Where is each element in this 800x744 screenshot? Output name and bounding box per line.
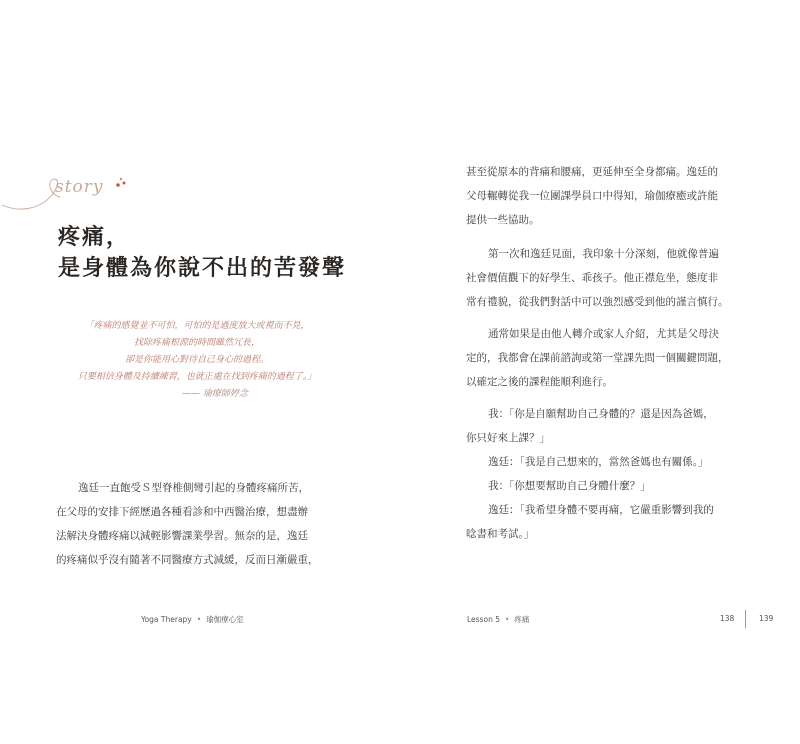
left-body-text <box>56 476 336 572</box>
dialogue-line: 你只好來上課？」 <box>466 432 550 444</box>
page-number-right: 139 <box>759 614 774 623</box>
paragraph-2 <box>466 242 756 314</box>
story-dot-3 <box>120 178 122 180</box>
body-line: 逸廷一直飽受Ｓ型脊椎側彎引起的身體疼痛所苦， <box>78 482 309 494</box>
footer-book-title: 瑜伽療心室 <box>206 615 244 624</box>
footer-book-name: Yoga Therapy <box>141 615 192 624</box>
paragraph-3 <box>466 322 756 394</box>
story-swash <box>2 179 60 209</box>
dialogue-line: 我：「你是自願幫助自己身體的？還是因為爸媽， <box>488 408 714 420</box>
story-dot-1 <box>116 183 120 187</box>
story-logo <box>0 165 160 215</box>
dialogue-line: 我：「你想要幫助自己身體什麼？」 <box>488 480 651 492</box>
body-line: 社會價值觀下的好學生、乖孩子。他正襟危坐，態度非 <box>466 272 718 284</box>
dialogue <box>466 402 756 546</box>
right-page <box>400 0 800 744</box>
footer-lesson-title: 疼痛 <box>514 615 530 624</box>
body-line: 的疼痛似乎沒有隨著不同醫療方式減緩，反而日漸嚴重， <box>56 554 319 566</box>
pull-quote <box>52 318 342 403</box>
dialogue-line: 逸廷：「我希望身體不要再痛，它嚴重影響到我的 <box>488 504 714 516</box>
quote-line: 卻是你能用心對待自己身心的過程。 <box>124 355 269 365</box>
title-line-2: 是身體為你說不出的苦發聲 <box>58 256 347 281</box>
story-dot-2 <box>123 182 126 185</box>
body-line: 定的，我都會在課前諮詢或第一堂課先問一個關鍵問題， <box>466 352 729 364</box>
dialogue-line: 唸書和考試。」 <box>466 528 535 540</box>
quote-attribution: —— 瑜療師婷念 <box>182 389 248 399</box>
body-line: 第一次和逸廷見面，我印象十分深刻，他就像普遍 <box>488 248 719 260</box>
page-number-left: 138 <box>720 614 735 623</box>
right-footer <box>467 614 529 625</box>
quote-line: 只要相信身體及持續練習，也就正處在找到疼痛的過程了。」 <box>77 372 317 382</box>
body-line: 常有禮貌，從我們對話中可以強烈感受到他的謹言慎行。 <box>466 296 729 308</box>
quote-line: 找除疼痛根源的時間雖然冗長， <box>133 338 260 348</box>
page-number-divider <box>745 610 746 628</box>
paragraph-1 <box>466 160 756 232</box>
chapter-title <box>58 222 346 284</box>
body-line: 在父母的安排下經歷過各種看診和中西醫治療，想盡辦 <box>56 506 308 518</box>
body-line: 甚至從原本的背痛和腰痛，更延伸至全身都痛。逸廷的 <box>466 166 718 178</box>
quote-line: 「疼痛的感覺並不可怕，可怕的是過度放大或視而不見， <box>84 321 310 331</box>
footer-separator: • <box>196 615 202 624</box>
body-line: 法解決身體疼痛以減輕影響課業學習。無奈的是，逸廷 <box>56 530 308 542</box>
dialogue-line: 逸廷：「我是自己想來的，當然爸媽也有關係。」 <box>488 456 709 468</box>
footer-lesson: Lesson 5 <box>467 615 500 624</box>
body-line: 通常如果是由他人轉介或家人介紹，尤其是父母決 <box>488 328 719 340</box>
story-script-text: story <box>55 177 104 197</box>
footer-separator: • <box>504 615 510 624</box>
title-line-1: 疼痛， <box>58 225 131 250</box>
body-line: 以確定之後的課程能順利進行。 <box>466 376 613 388</box>
body-line: 提供一些協助。 <box>466 214 540 226</box>
left-footer <box>141 614 244 625</box>
body-line: 父母輾轉從我一位團課學員口中得知，瑜伽療癒或許能 <box>466 190 718 202</box>
